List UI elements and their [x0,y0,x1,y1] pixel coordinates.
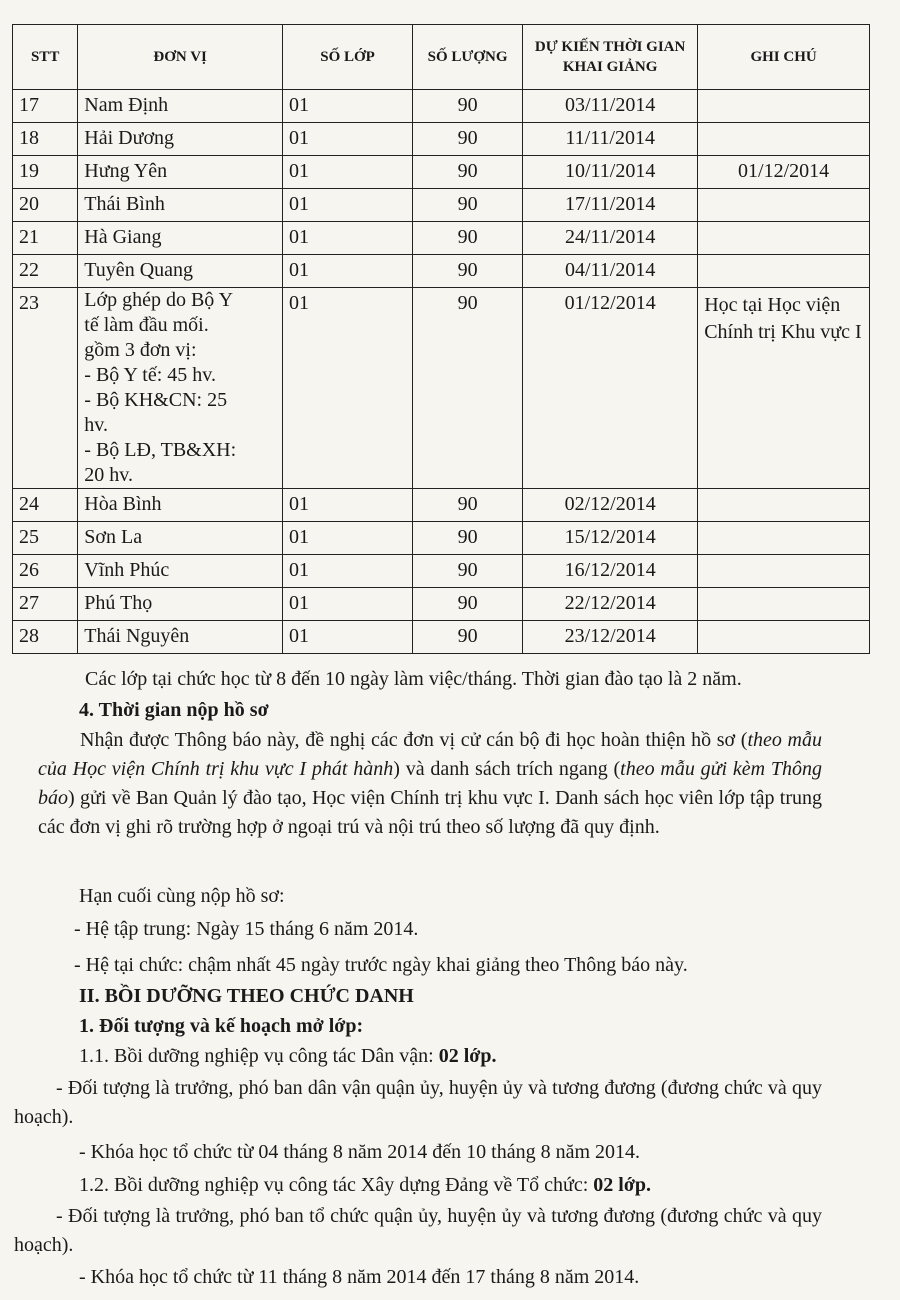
cell-unit: Hưng Yên [78,156,283,189]
cell-classes: 01 [283,189,413,222]
cell-opening-date: 15/12/2014 [523,522,698,555]
cell-classes: 01 [283,522,413,555]
deadline-label: Hạn cuối cùng nộp hồ sơ: [79,885,285,907]
cell-classes: 01 [283,90,413,123]
cell-stt: 25 [13,522,78,555]
submission-paragraph: Nhận được Thông báo này, đề nghị các đơn vị cử cán bộ đi học hoàn thiện hồ sơ (theo mẫu của Học viện Chính trị khu vực I phát hành) và danh sách trích ngang (theo mẫu gửi kèm Thông báo) gửi về Ban Quản lý đào tạo, Học viện Chính trị khu vực I. Danh sách học viên lớp tập trung các đơn vị ghi rõ trường hợp ở ngoại trú và nội trú theo số lượng đã quy định. [38,729,823,838]
table-header-row [13,25,870,90]
cell-stt: 28 [13,621,78,654]
table-row [13,588,870,621]
table-row [13,222,870,255]
item-1-1-time: - Khóa học tổ chức từ 04 tháng 8 năm 2014 đến 10 tháng 8 năm 2014. [79,1141,641,1163]
training-schedule-table [12,24,870,654]
cell-note: 01/12/2014 [698,156,870,189]
table-row [13,189,870,222]
cell-classes: 01 [283,621,413,654]
cell-unit: Hòa Bình [78,489,283,522]
cell-note [698,288,870,489]
note-text: Học tại Học viện Chính trị Khu vực I [704,294,862,343]
unit-line: - Bộ LĐ, TB&XH: [84,439,237,461]
table-row [13,90,870,123]
cell-unit: Sơn La [78,522,283,555]
cell-stt: 19 [13,156,78,189]
cell-opening-date: 04/11/2014 [523,255,698,288]
item-1-2-time: - Khóa học tổ chức từ 11 tháng 8 năm 2014 đến 17 tháng 8 năm 2014. [79,1266,640,1288]
section-ii-heading: II. BỒI DƯỠNG THEO CHỨC DANH [79,985,414,1007]
cell-note [698,555,870,588]
cell-quantity: 90 [413,588,523,621]
cell-quantity: 90 [413,288,523,489]
cell-unit: Nam Định [78,90,283,123]
cell-unit: Thái Nguyên [78,621,283,654]
item-1-2-target: - Đối tượng là trưởng, phó ban tổ chức quận ủy, huyện ủy và tương đương (đương chức và quy hoạch). [14,1205,822,1256]
cell-note [698,522,870,555]
cell-stt: 17 [13,90,78,123]
cell-quantity: 90 [413,123,523,156]
cell-classes: 01 [283,588,413,621]
unit-line: hv. [84,414,108,436]
header-opening-date: DỰ KIẾN THỜI GIAN KHAI GIẢNG [523,25,698,90]
unit-line: - Bộ KH&CN: 25 [84,389,228,411]
cell-note [698,222,870,255]
cell-quantity: 90 [413,522,523,555]
cell-note [698,255,870,288]
table-row [13,156,870,189]
cell-unit: Tuyên Quang [78,255,283,288]
unit-line: gồm 3 đơn vị: [84,339,197,361]
cell-stt: 22 [13,255,78,288]
table-row [13,522,870,555]
item-1-2: 1.2. Bồi dưỡng nghiệp vụ công tác Xây dựng Đảng về Tổ chức: 02 lớp. [79,1174,652,1196]
header-quantity: SỐ LƯỢNG [413,25,523,90]
cell-quantity: 90 [413,621,523,654]
cell-classes: 01 [283,489,413,522]
cell-classes: 01 [283,156,413,189]
deadline-fulltime: - Hệ tập trung: Ngày 15 tháng 6 năm 2014. [74,918,419,940]
cell-opening-date: 24/11/2014 [523,222,698,255]
cell-note [698,621,870,654]
cell-quantity: 90 [413,255,523,288]
item-1-1-target: - Đối tượng là trưởng, phó ban dân vận quận ủy, huyện ủy và tương đương (đương chức và quy hoạch). [14,1077,822,1128]
cell-quantity: 90 [413,189,523,222]
cell-opening-date: 11/11/2014 [523,123,698,156]
cell-unit: Vĩnh Phúc [78,555,283,588]
cell-opening-date: 23/12/2014 [523,621,698,654]
cell-opening-date: 02/12/2014 [523,489,698,522]
table-row [13,288,870,489]
cell-stt: 27 [13,588,78,621]
cell-unit: Hải Dương [78,123,283,156]
cell-unit [78,288,283,489]
cell-note [698,123,870,156]
cell-opening-date: 03/11/2014 [523,90,698,123]
cell-quantity: 90 [413,489,523,522]
table-row [13,255,870,288]
unit-line: - Bộ Y tế: 45 hv. [84,364,216,386]
section-4-heading: 4. Thời gian nộp hồ sơ [79,699,269,721]
cell-opening-date: 10/11/2014 [523,156,698,189]
table-row [13,123,870,156]
cell-stt: 26 [13,555,78,588]
deadline-parttime: - Hệ tại chức: chậm nhất 45 ngày trước ngày khai giảng theo Thông báo này. [74,954,688,976]
cell-note [698,90,870,123]
unit-line: 20 hv. [84,464,133,486]
training-duration-note: Các lớp tại chức học từ 8 đến 10 ngày làm việc/tháng. Thời gian đào tạo là 2 năm. [85,668,742,690]
section-ii-sub-heading: 1. Đối tượng và kế hoạch mở lớp: [79,1015,364,1037]
table-row [13,489,870,522]
cell-unit: Phú Thọ [78,588,283,621]
cell-stt: 21 [13,222,78,255]
header-classes: SỐ LỚP [283,25,413,90]
cell-classes: 01 [283,555,413,588]
cell-stt: 20 [13,189,78,222]
unit-line: tế làm đầu mối. [84,314,209,336]
cell-unit: Hà Giang [78,222,283,255]
cell-opening-date: 16/12/2014 [523,555,698,588]
cell-note [698,489,870,522]
item-1-1: 1.1. Bồi dưỡng nghiệp vụ công tác Dân vận: 02 lớp. [79,1045,497,1067]
cell-stt: 18 [13,123,78,156]
cell-opening-date: 17/11/2014 [523,189,698,222]
cell-quantity: 90 [413,222,523,255]
cell-opening-date: 01/12/2014 [523,288,698,489]
table-row [13,555,870,588]
combined-class-description [84,288,276,488]
table-row [13,621,870,654]
cell-classes: 01 [283,255,413,288]
cell-quantity: 90 [413,90,523,123]
unit-line: Lớp ghép do Bộ Y [84,289,234,311]
header-note: GHI CHÚ [698,25,870,90]
cell-unit: Thái Bình [78,189,283,222]
cell-stt: 24 [13,489,78,522]
cell-note [698,189,870,222]
header-stt: STT [13,25,78,90]
cell-note [698,588,870,621]
cell-classes: 01 [283,222,413,255]
cell-classes: 01 [283,123,413,156]
header-unit: ĐƠN VỊ [78,25,283,90]
cell-stt: 23 [13,288,78,489]
cell-quantity: 90 [413,555,523,588]
cell-quantity: 90 [413,156,523,189]
cell-classes: 01 [283,288,413,489]
cell-opening-date: 22/12/2014 [523,588,698,621]
